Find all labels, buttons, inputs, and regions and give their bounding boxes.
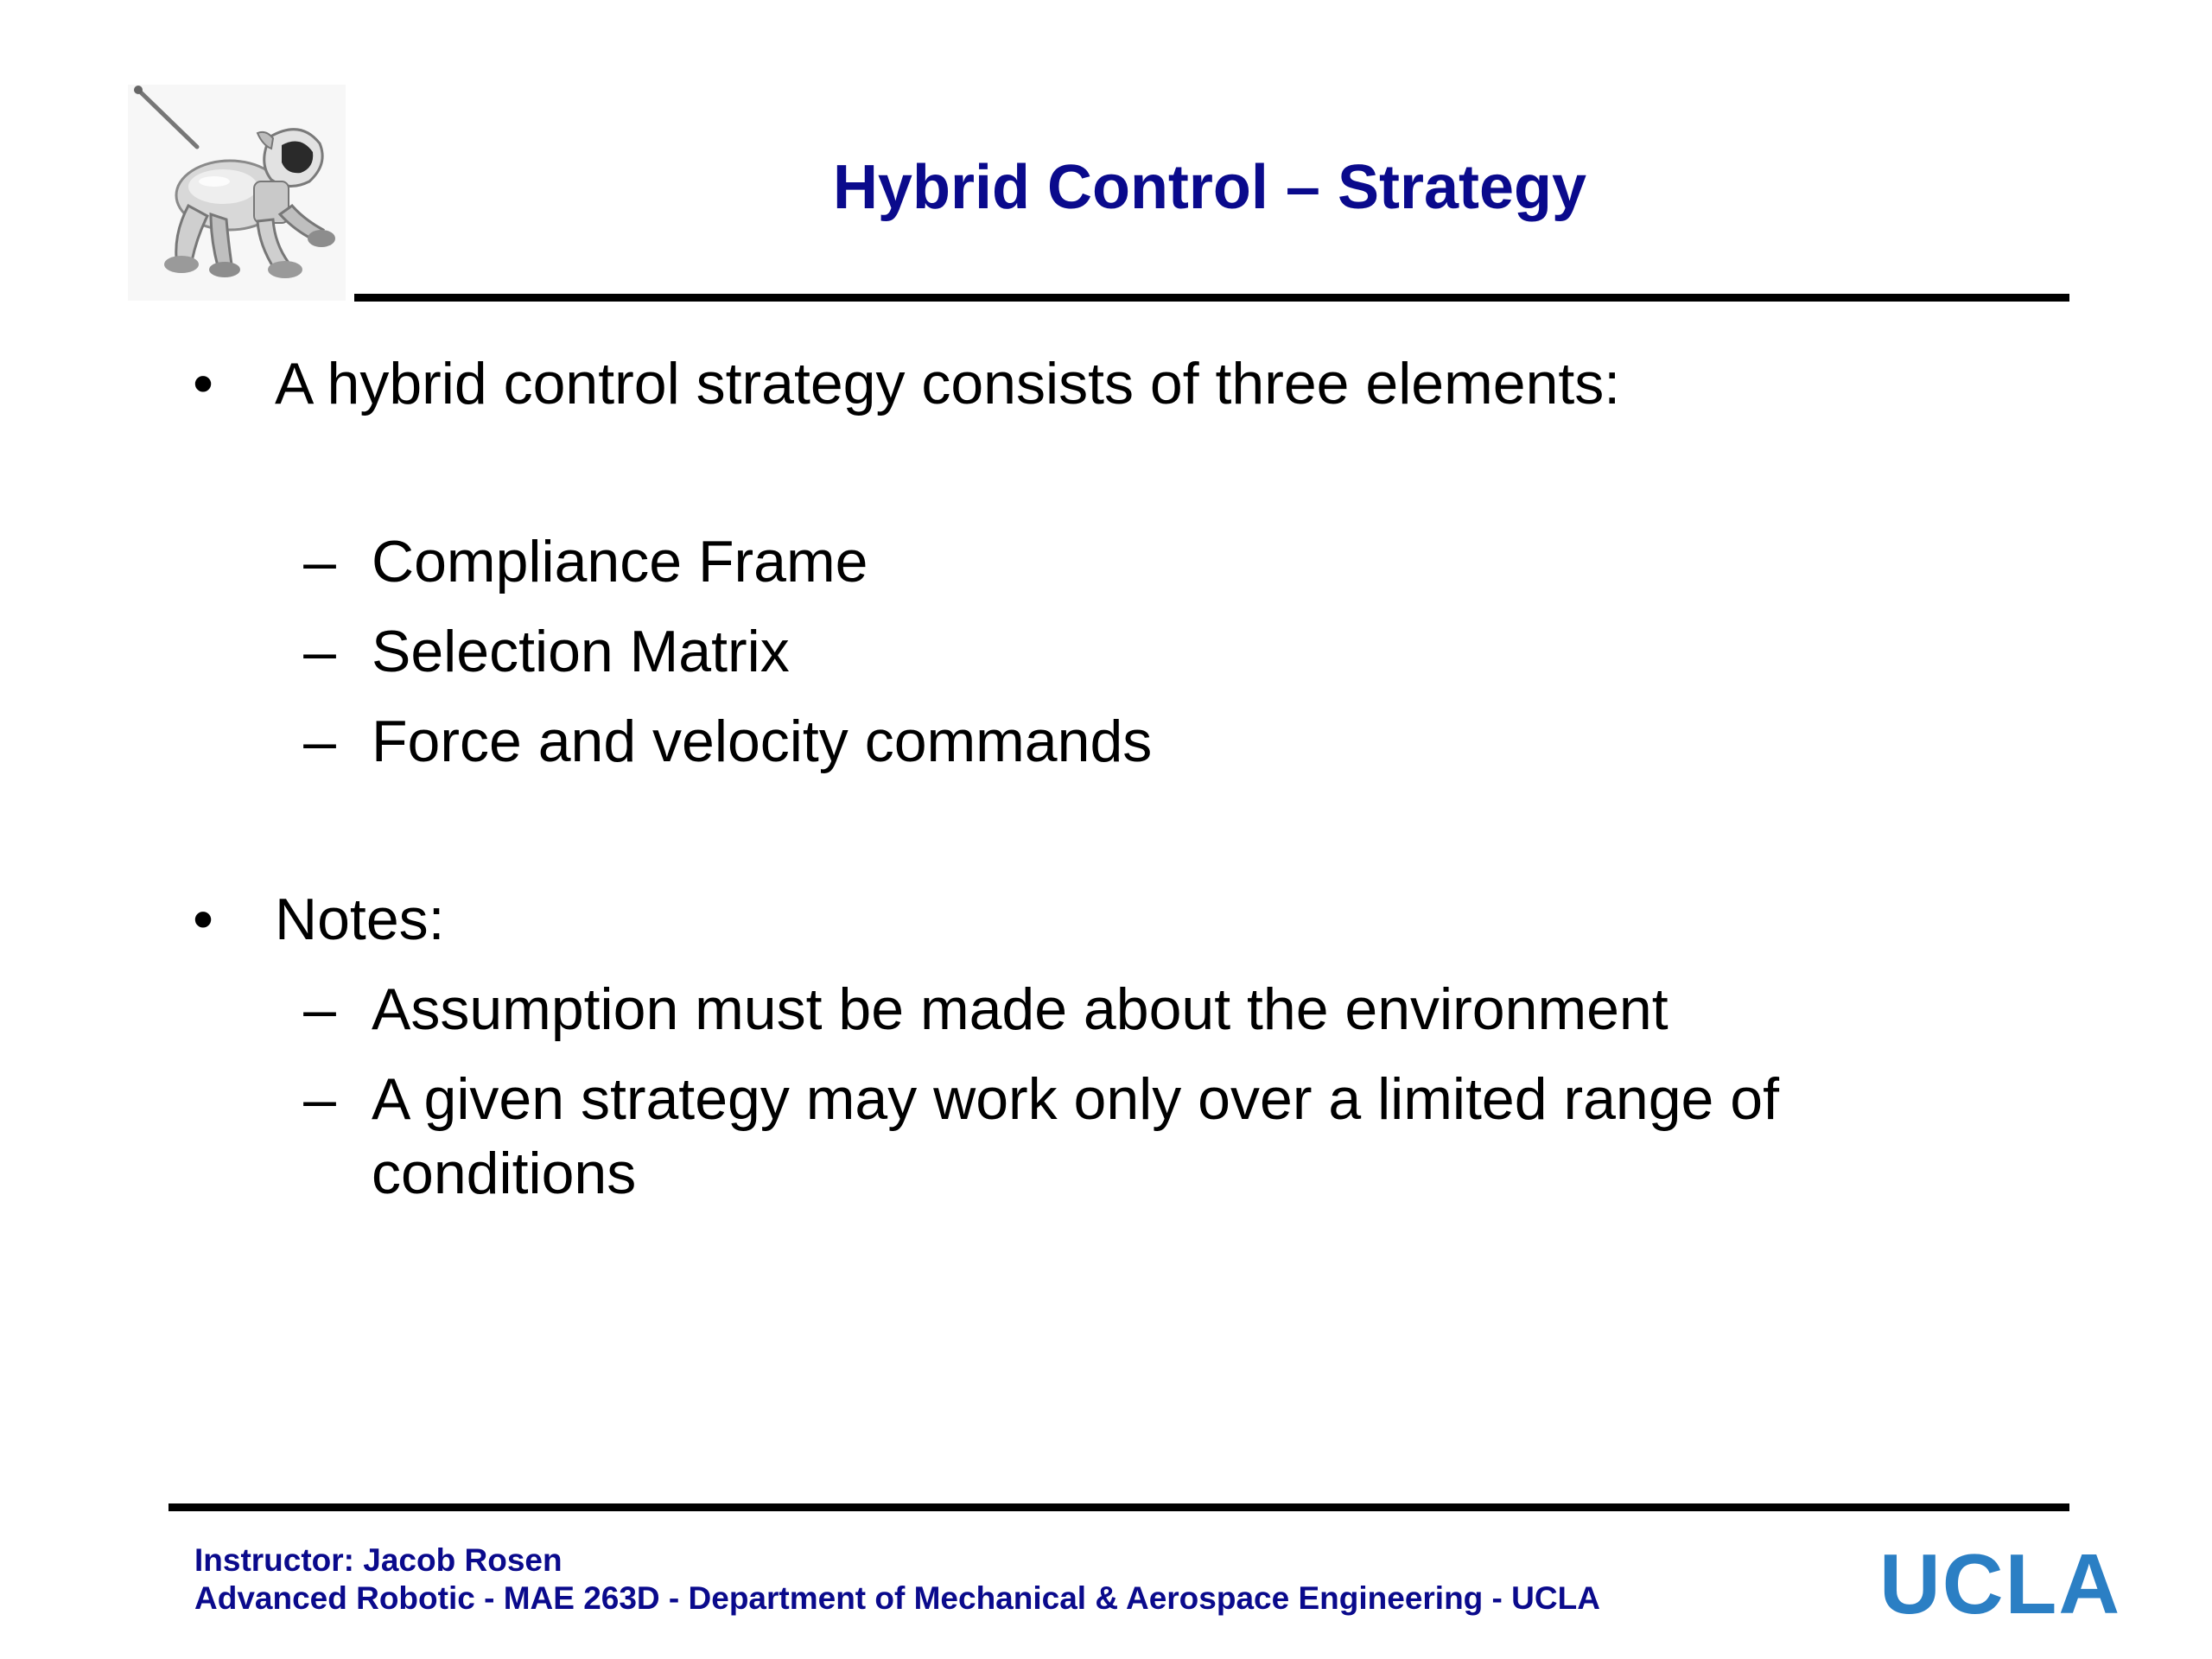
sub-list-item (0, 973, 2212, 1046)
dash-marker: – (303, 1066, 336, 1132)
bullet-marker: • (193, 351, 213, 416)
list-item (0, 347, 2212, 420)
list-item (0, 883, 2212, 956)
sub-list-item-continuation (0, 1137, 2212, 1210)
footer-instructor: Instructor: Jacob Rosen (194, 1542, 563, 1578)
ucla-logo: UCLA (1879, 1536, 2122, 1631)
sub-list-item (0, 615, 2212, 688)
dash-marker: – (303, 709, 336, 774)
sub-list-item (0, 705, 2212, 778)
bullet-text: Notes: (275, 887, 445, 952)
sub-bullet-text: Compliance Frame (372, 529, 868, 594)
sub-bullet-text: Selection Matrix (372, 619, 790, 684)
bullet-marker: • (193, 887, 213, 952)
sub-bullet-continuation-text: conditions (372, 1141, 637, 1206)
dash-marker: – (303, 619, 336, 684)
footer-divider (168, 1503, 2069, 1511)
dash-marker: – (303, 976, 336, 1042)
slide-title: Hybrid Control – Strategy (832, 153, 1587, 222)
sub-bullet-text: Assumption must be made about the environment (372, 976, 1669, 1042)
footer-course: Advanced Robotic - MAE 263D - Department of Mechanical & Aerospace Engineering - UCLA (194, 1580, 1600, 1616)
dash-marker: – (303, 529, 336, 594)
robot-dog-icon (128, 85, 346, 301)
sub-bullet-text: A given strategy may work only over a limited range of (372, 1066, 1779, 1132)
sub-list-item (0, 1063, 2212, 1135)
sub-list-item (0, 525, 2212, 598)
bullet-text: A hybrid control strategy consists of three elements: (275, 351, 1621, 416)
title-divider (354, 294, 2069, 302)
sub-bullet-text: Force and velocity commands (372, 709, 1153, 774)
